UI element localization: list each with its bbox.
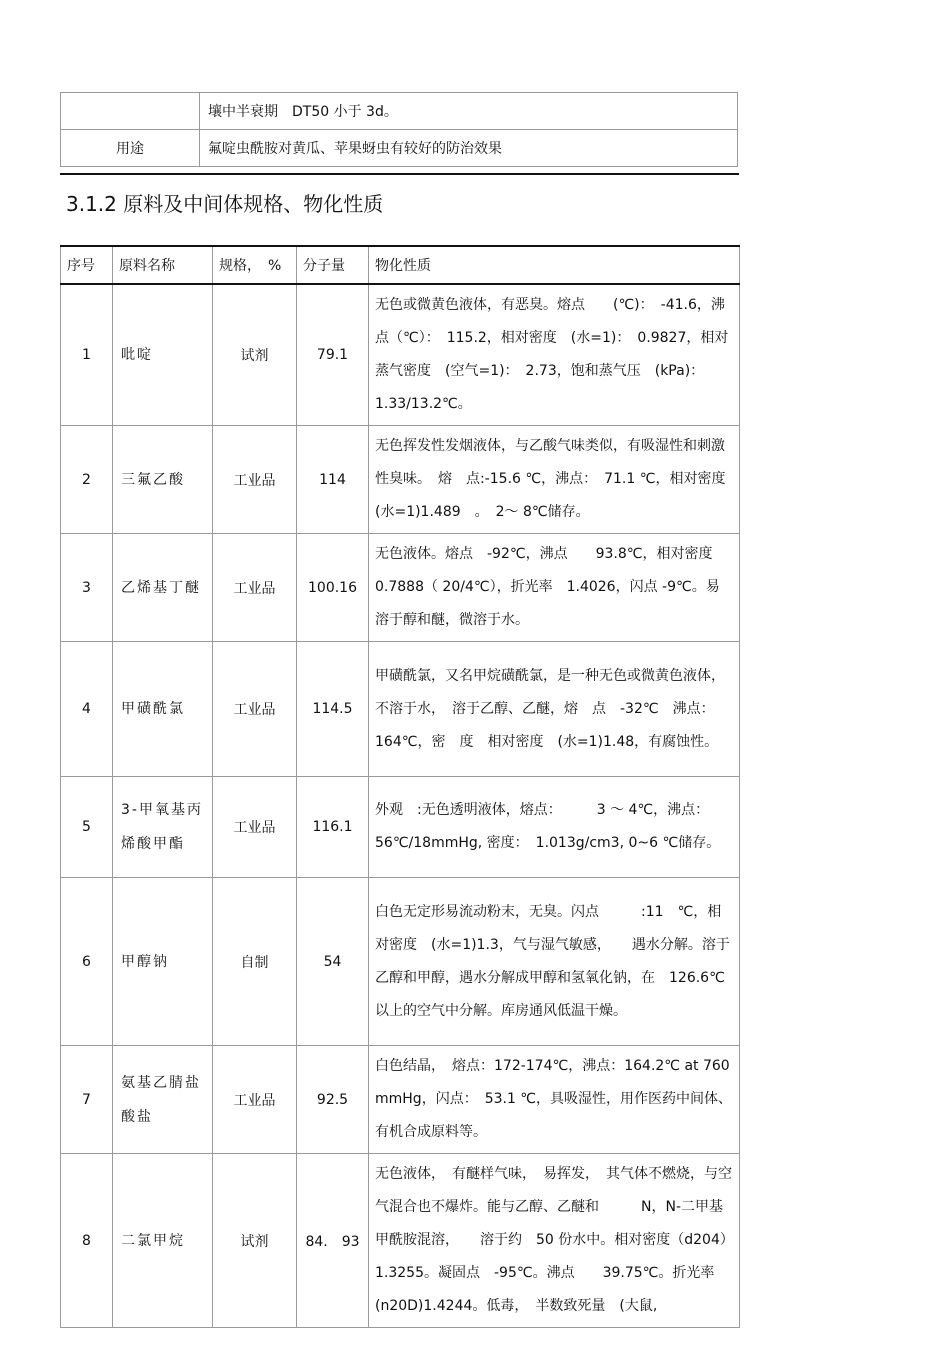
header-grade: 规格， % [213,246,297,284]
row-number: 3 [61,534,113,642]
material-grade: 试剂 [213,1154,297,1328]
molecular-weight: 84. 93 [297,1154,369,1328]
table-row [61,642,740,777]
material-grade: 试剂 [213,284,297,426]
material-grade: 工业品 [213,1046,297,1154]
molecular-weight: 116.1 [297,777,369,878]
section-title: 3.1.2 原料及中间体规格、物化性质 [66,192,384,216]
properties: 外观 :无色透明液体，熔点： 3 ～ 4℃，沸点：56℃/18mmHg, 密度： 1.013g/cm3, 0~6 ℃储存。 [369,777,740,878]
molecular-weight: 92.5 [297,1046,369,1154]
header-mw: 分子量 [297,246,369,284]
properties: 无色液体。熔点 -92℃，沸点 93.8℃，相对密度 0.7888（ 20/4℃），折光率 1.4026，闪点 -9℃。易溶于醇和醚，微溶于水。 [369,534,740,642]
material-grade: 自制 [213,878,297,1046]
row-content: 壤中半衰期 DT50 小于 3d。 [200,93,738,130]
table-row [61,130,738,167]
header-row [61,246,740,284]
row-number: 1 [61,284,113,426]
molecular-weight: 114.5 [297,642,369,777]
material-name: 3-甲氧基丙烯酸甲酯 [113,777,213,878]
row-number: 8 [61,1154,113,1328]
molecular-weight: 79.1 [297,284,369,426]
table-row [61,534,740,642]
material-name: 吡啶 [113,284,213,426]
materials-table [60,245,740,1328]
header-no: 序号 [61,246,113,284]
properties: 无色挥发性发烟液体，与乙酸气味类似，有吸湿性和刺激性臭味。 熔 点:-15.6 ℃，沸点： 71.1 ℃，相对密度 (水=1)1.489 。 2～ 8℃储存。 [369,426,740,534]
table-row [61,284,740,426]
row-number: 5 [61,777,113,878]
molecular-weight: 54 [297,878,369,1046]
table-row [61,1046,740,1154]
material-name: 甲醇钠 [113,878,213,1046]
material-name: 二氯甲烷 [113,1154,213,1328]
table-row [61,777,740,878]
material-grade: 工业品 [213,534,297,642]
material-name: 氨基乙腈盐酸盐 [113,1046,213,1154]
row-number: 4 [61,642,113,777]
table-row [61,878,740,1046]
row-number: 2 [61,426,113,534]
material-grade: 工业品 [213,642,297,777]
molecular-weight: 100.16 [297,534,369,642]
row-number: 7 [61,1046,113,1154]
row-label [61,93,200,130]
usage-table [60,92,738,167]
table-row [61,1154,740,1328]
material-name: 甲磺酰氯 [113,642,213,777]
table-row [61,426,740,534]
row-content: 氟啶虫酰胺对黄瓜、苹果蚜虫有较好的防治效果 [200,130,738,167]
properties: 甲磺酰氯，又名甲烷磺酰氯，是一种无色或微黄色液体， 不溶于水， 溶于乙醇、乙醚，熔 点 -32℃ 沸点： 164℃，密 度 相对密度 (水=1)1.48，有腐蚀性。 [369,642,740,777]
table-rule [60,173,739,175]
material-name: 乙烯基丁醚 [113,534,213,642]
row-number: 6 [61,878,113,1046]
material-grade: 工业品 [213,426,297,534]
row-label: 用途 [61,130,200,167]
properties: 无色液体， 有醚样气味， 易挥发， 其气体不燃烧，与空气混合也不爆炸。能与乙醇、乙醚和 N，N-二甲基甲酰胺混溶， 溶于约 50 份水中。相对密度（d204）1.3255。凝固点 -95℃。沸点 39.75℃。折光率 (n20D)1.4244。低毒， 半数致死量 (大鼠, [369,1154,740,1328]
header-name: 原料名称 [113,246,213,284]
material-name: 三氟乙酸 [113,426,213,534]
table-row [61,93,738,130]
molecular-weight: 114 [297,426,369,534]
properties: 白色结晶， 熔点：172-174℃，沸点：164.2℃ at 760 mmHg，闪点： 53.1 ℃，具吸湿性，用作医药中间体、有机合成原料等。 [369,1046,740,1154]
header-props: 物化性质 [369,246,740,284]
properties: 白色无定形易流动粉末，无臭。闪点 :11 ℃，相对密度 (水=1)1.3，气与湿气敏感， 遇水分解。溶于乙醇和甲醇，遇水分解成甲醇和氢氧化钠，在 126.6℃以上的空气中分解。库房通风低温干燥。 [369,878,740,1046]
properties: 无色或微黄色液体，有恶臭。熔点 (℃)： -41.6，沸点（℃）： 115.2，相对密度 (水=1)： 0.9827，相对蒸气密度 (空气=1)： 2.73，饱和蒸气压 (kPa)：1.33/13.2℃。 [369,284,740,426]
material-grade: 工业品 [213,777,297,878]
